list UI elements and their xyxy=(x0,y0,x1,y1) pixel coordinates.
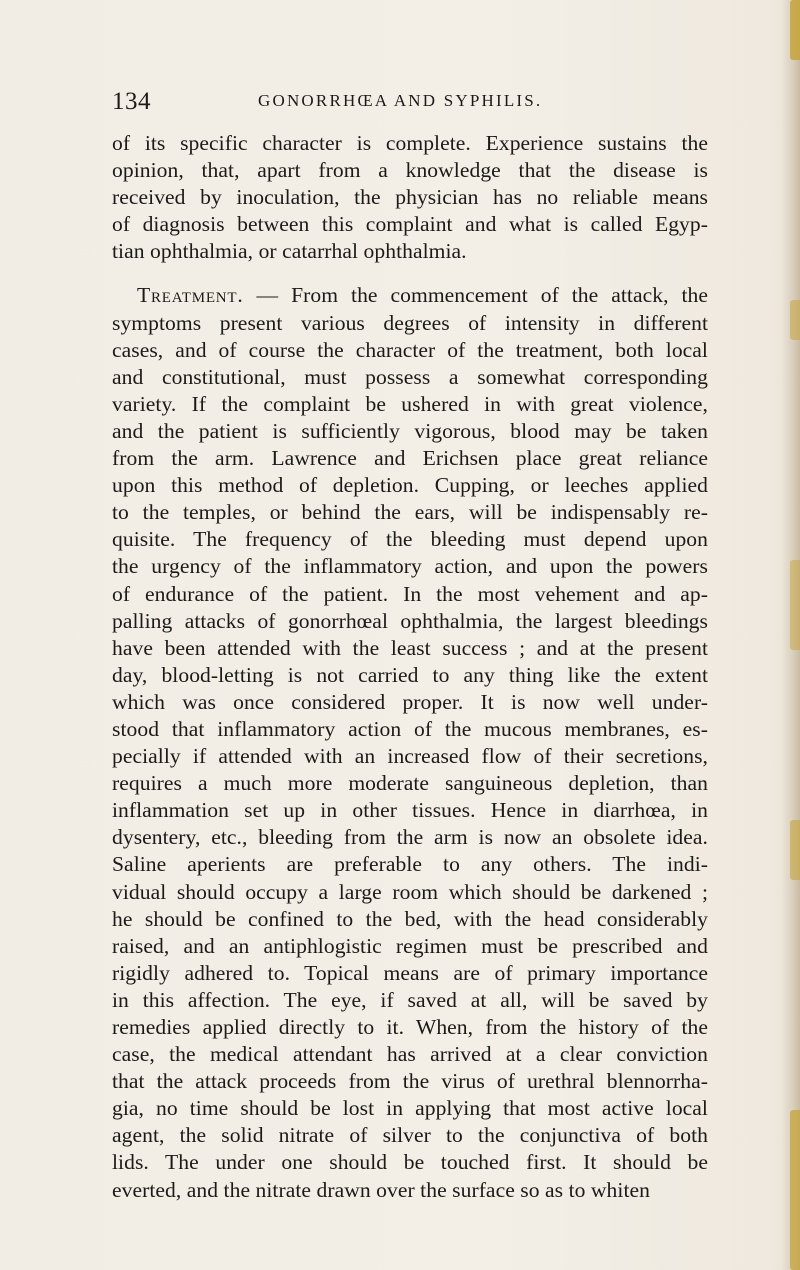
text-line: from the arm. Lawrence and Erichsen place great reliance xyxy=(112,446,708,471)
text-line: variety. If the complaint be ushered in with great violence, xyxy=(112,391,708,416)
text-line: he should be confined to the bed, with the head considerably xyxy=(112,906,708,931)
text-line: case, the medical attendant has arrived at a clear conviction xyxy=(112,1042,708,1067)
text-line: dysentery, etc., bleeding from the arm is now an obsolete idea. xyxy=(112,825,708,850)
text-line: to the temples, or behind the ears, will be indispensably re- xyxy=(112,500,708,525)
text-line: pecially if attended with an increased flow of their secretions, xyxy=(112,744,708,769)
text-line: symptoms present various degrees of intensity in different xyxy=(112,310,708,335)
text-line xyxy=(112,282,708,309)
text-line: gia, no time should be lost in applying that most active local xyxy=(112,1096,708,1121)
text-line: opinion, that, apart from a knowledge that the disease is xyxy=(112,158,708,183)
text-line: quisite. The frequency of the bleeding must depend upon xyxy=(112,527,708,552)
gilt-edge-mark xyxy=(790,820,800,880)
gilt-edge-mark xyxy=(790,1110,800,1270)
text-line: that the attack proceeds from the virus of urethral blennorrha- xyxy=(112,1069,708,1094)
text-line: and constitutional, must possess a somewhat corresponding xyxy=(112,364,708,389)
text-line: which was once considered proper. It is now well under- xyxy=(112,689,708,714)
text-line: raised, and an antiphlogistic regimen must be prescribed and xyxy=(112,933,708,958)
text-line: requires a much more moderate sanguineous depletion, than xyxy=(112,771,708,796)
text-line: remedies applied directly to it. When, from the history of the xyxy=(112,1015,708,1039)
text-line: in this affection. The eye, if saved at all, will be saved by xyxy=(112,987,708,1012)
gilt-edge-mark xyxy=(790,0,800,60)
text-line: have been attended with the least success ; and at the present xyxy=(112,635,708,660)
body-text xyxy=(112,130,708,1204)
text-line: vidual should occupy a large room which should be darkened ; xyxy=(112,879,708,904)
page-number: 134 xyxy=(112,88,151,115)
text-line: cases, and of course the character of the treatment, both local xyxy=(112,337,708,362)
running-head: GONORRHŒA AND SYPHILIS. xyxy=(258,91,543,110)
text-line: everted, and the nitrate drawn over the surface so as to whiten xyxy=(112,1177,650,1202)
text-line: of its specific character is complete. Experience sustains the xyxy=(112,131,708,155)
page-header xyxy=(112,88,712,118)
text-line: agent, the solid nitrate of silver to the conjunctiva of both xyxy=(112,1123,708,1148)
text-line: tian ophthalmia, or catarrhal ophthalmia. xyxy=(112,239,467,264)
text-line: upon this method of depletion. Cupping, or leeches applied xyxy=(112,473,708,498)
text-line: inflammation set up in other tissues. Hence in diarrhœa, in xyxy=(112,798,708,823)
text-line: lids. The under one should be touched first. It should be xyxy=(112,1150,708,1175)
text-line: the urgency of the inflammatory action, and upon the powers xyxy=(112,554,708,579)
text-fragment: — From the commencement of the attack, the xyxy=(243,283,708,308)
text-line: stood that inflammatory action of the mucous membranes, es- xyxy=(112,716,708,741)
gilt-edge-mark xyxy=(790,300,800,340)
section-heading: Treatment. xyxy=(137,283,244,308)
text-line: of diagnosis between this complaint and what is called Egyp- xyxy=(112,212,708,237)
text-line: received by inoculation, the physician has no reliable means xyxy=(112,185,708,210)
text-line: palling attacks of gonorrhœal ophthalmia, the largest bleedings xyxy=(112,608,708,633)
text-line: and the patient is sufficiently vigorous, blood may be taken xyxy=(112,418,708,443)
text-line: rigidly adhered to. Topical means are of primary importance xyxy=(112,960,708,985)
gilt-edge-mark xyxy=(790,560,800,650)
text-line: of endurance of the patient. In the most vehement and ap- xyxy=(112,581,708,606)
text-line: day, blood-letting is not carried to any thing like the extent xyxy=(112,662,708,687)
text-line: Saline aperients are preferable to any others. The indi- xyxy=(112,852,708,877)
